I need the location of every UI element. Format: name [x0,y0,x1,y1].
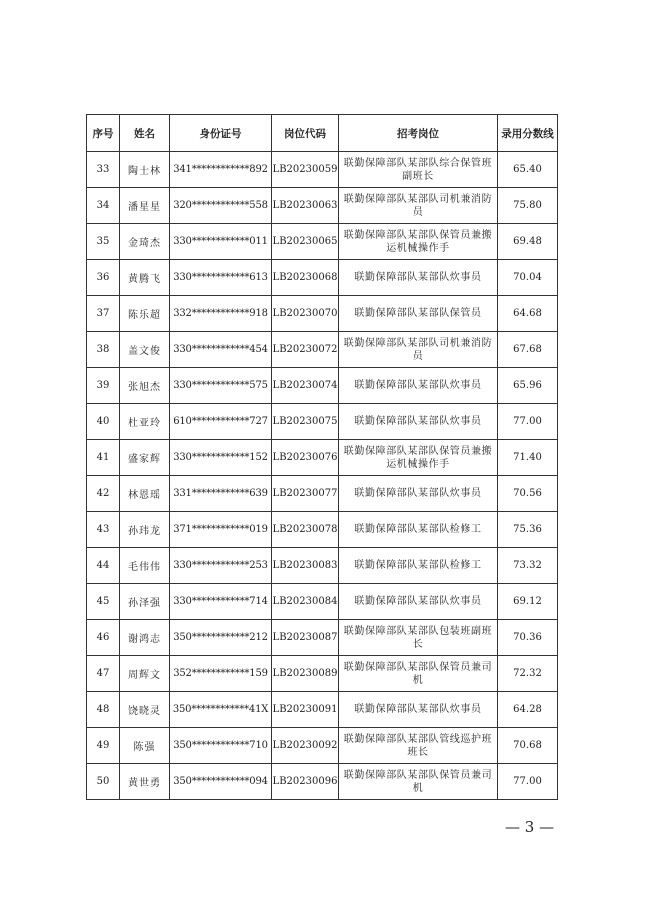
cell-position: 联勤保障部队某部队司机兼消防员 [339,332,498,368]
table-row [87,656,558,692]
cell-position: 联勤保障部队某部队保管员兼司机 [339,764,498,800]
cell-position: 联勤保障部队某部队保管员兼搬运机械操作手 [339,440,498,476]
cell-id-number: 352************159 [170,656,272,692]
cell-score: 65.40 [498,152,558,188]
cell-position-code: LB20230075 [272,404,339,440]
cell-position: 联勤保障部队某部队炊事员 [339,584,498,620]
cell-seq: 44 [87,548,120,584]
table-row [87,548,558,584]
cell-position: 联勤保障部队某部队保管员兼搬运机械操作手 [339,224,498,260]
table-row [87,620,558,656]
table-row [87,512,558,548]
cell-id-number: 330************011 [170,224,272,260]
cell-name: 孙玮龙 [120,512,170,548]
cell-seq: 45 [87,584,120,620]
cell-score: 77.00 [498,764,558,800]
table-row [87,692,558,728]
cell-seq: 33 [87,152,120,188]
cell-position-code: LB20230087 [272,620,339,656]
cell-id-number: 350************212 [170,620,272,656]
cell-position-code: LB20230072 [272,332,339,368]
cell-position-code: LB20230070 [272,296,339,332]
cell-position: 联勤保障部队某部队包装班副班长 [339,620,498,656]
cell-position: 联勤保障部队某部队检修工 [339,512,498,548]
cell-id-number: 330************714 [170,584,272,620]
cell-position-code: LB20230083 [272,548,339,584]
cell-position-code: LB20230076 [272,440,339,476]
cell-seq: 36 [87,260,120,296]
cell-id-number: 350************41X [170,692,272,728]
table-row [87,476,558,512]
cell-position: 联勤保障部队某部队炊事员 [339,260,498,296]
cell-id-number: 330************152 [170,440,272,476]
cell-id-number: 330************575 [170,368,272,404]
table-row [87,260,558,296]
cell-position-code: LB20230078 [272,512,339,548]
cell-score: 70.56 [498,476,558,512]
table-row [87,764,558,800]
recruitment-table [86,114,558,800]
cell-seq: 39 [87,368,120,404]
cell-id-number: 332************918 [170,296,272,332]
table-row [87,152,558,188]
page-number: — 3 — [505,818,555,836]
cell-position-code: LB20230091 [272,692,339,728]
cell-position-code: LB20230089 [272,656,339,692]
cell-position-code: LB20230063 [272,188,339,224]
header-score: 录用分数线 [498,115,558,152]
cell-seq: 34 [87,188,120,224]
table-row [87,224,558,260]
cell-name: 陶士林 [120,152,170,188]
cell-name: 孙泽强 [120,584,170,620]
cell-id-number: 331************639 [170,476,272,512]
cell-position: 联勤保障部队某部队炊事员 [339,404,498,440]
cell-seq: 49 [87,728,120,764]
header-name: 姓名 [120,115,170,152]
cell-name: 潘星星 [120,188,170,224]
cell-position-code: LB20230068 [272,260,339,296]
cell-id-number: 350************710 [170,728,272,764]
cell-name: 饶晓灵 [120,692,170,728]
cell-position: 联勤保障部队某部队司机兼消防员 [339,188,498,224]
cell-id-number: 341************892 [170,152,272,188]
table-row [87,188,558,224]
cell-score: 71.40 [498,440,558,476]
cell-score: 75.80 [498,188,558,224]
cell-seq: 41 [87,440,120,476]
cell-name: 盖文俊 [120,332,170,368]
cell-name: 林恩瑶 [120,476,170,512]
table-row [87,440,558,476]
cell-score: 70.68 [498,728,558,764]
cell-id-number: 330************613 [170,260,272,296]
table-row [87,584,558,620]
cell-seq: 40 [87,404,120,440]
cell-position: 联勤保障部队某部队管线巡护班班长 [339,728,498,764]
cell-name: 杜亚玲 [120,404,170,440]
table-body [87,152,558,800]
table-row [87,296,558,332]
cell-score: 65.96 [498,368,558,404]
cell-score: 64.28 [498,692,558,728]
cell-position: 联勤保障部队某部队炊事员 [339,476,498,512]
cell-seq: 46 [87,620,120,656]
cell-name: 盛家辉 [120,440,170,476]
cell-name: 陈乐超 [120,296,170,332]
cell-name: 谢鸿志 [120,620,170,656]
cell-seq: 35 [87,224,120,260]
header-id-number: 身份证号 [170,115,272,152]
cell-name: 陈强 [120,728,170,764]
table-header-row [87,115,558,152]
cell-score: 69.48 [498,224,558,260]
cell-score: 75.36 [498,512,558,548]
cell-position-code: LB20230092 [272,728,339,764]
cell-position-code: LB20230059 [272,152,339,188]
cell-position: 联勤保障部队某部队保管员 [339,296,498,332]
cell-seq: 43 [87,512,120,548]
cell-position-code: LB20230074 [272,368,339,404]
table-row [87,332,558,368]
header-seq: 序号 [87,115,120,152]
cell-id-number: 320************558 [170,188,272,224]
cell-position-code: LB20230084 [272,584,339,620]
cell-seq: 48 [87,692,120,728]
cell-name: 黄世勇 [120,764,170,800]
cell-seq: 47 [87,656,120,692]
cell-score: 70.36 [498,620,558,656]
cell-id-number: 350************094 [170,764,272,800]
cell-id-number: 371************019 [170,512,272,548]
cell-name: 毛伟伟 [120,548,170,584]
table-row [87,404,558,440]
cell-position: 联勤保障部队某部队炊事员 [339,692,498,728]
cell-score: 67.68 [498,332,558,368]
table-row [87,728,558,764]
cell-score: 69.12 [498,584,558,620]
cell-seq: 42 [87,476,120,512]
cell-seq: 50 [87,764,120,800]
cell-name: 周辉文 [120,656,170,692]
cell-score: 72.32 [498,656,558,692]
cell-name: 黄腾飞 [120,260,170,296]
cell-score: 77.00 [498,404,558,440]
cell-position-code: LB20230096 [272,764,339,800]
table-row [87,368,558,404]
header-position-code: 岗位代码 [272,115,339,152]
cell-id-number: 330************253 [170,548,272,584]
cell-position: 联勤保障部队某部队保管员兼司机 [339,656,498,692]
cell-score: 73.32 [498,548,558,584]
cell-position: 联勤保障部队某部队炊事员 [339,368,498,404]
cell-seq: 37 [87,296,120,332]
cell-score: 70.04 [498,260,558,296]
cell-score: 64.68 [498,296,558,332]
cell-seq: 38 [87,332,120,368]
cell-position-code: LB20230065 [272,224,339,260]
cell-id-number: 330************454 [170,332,272,368]
cell-position: 联勤保障部队某部队检修工 [339,548,498,584]
cell-name: 张旭杰 [120,368,170,404]
cell-position: 联勤保障部队某部队综合保管班副班长 [339,152,498,188]
cell-position-code: LB20230077 [272,476,339,512]
header-position: 招考岗位 [339,115,498,152]
cell-id-number: 610************727 [170,404,272,440]
cell-name: 金琦杰 [120,224,170,260]
